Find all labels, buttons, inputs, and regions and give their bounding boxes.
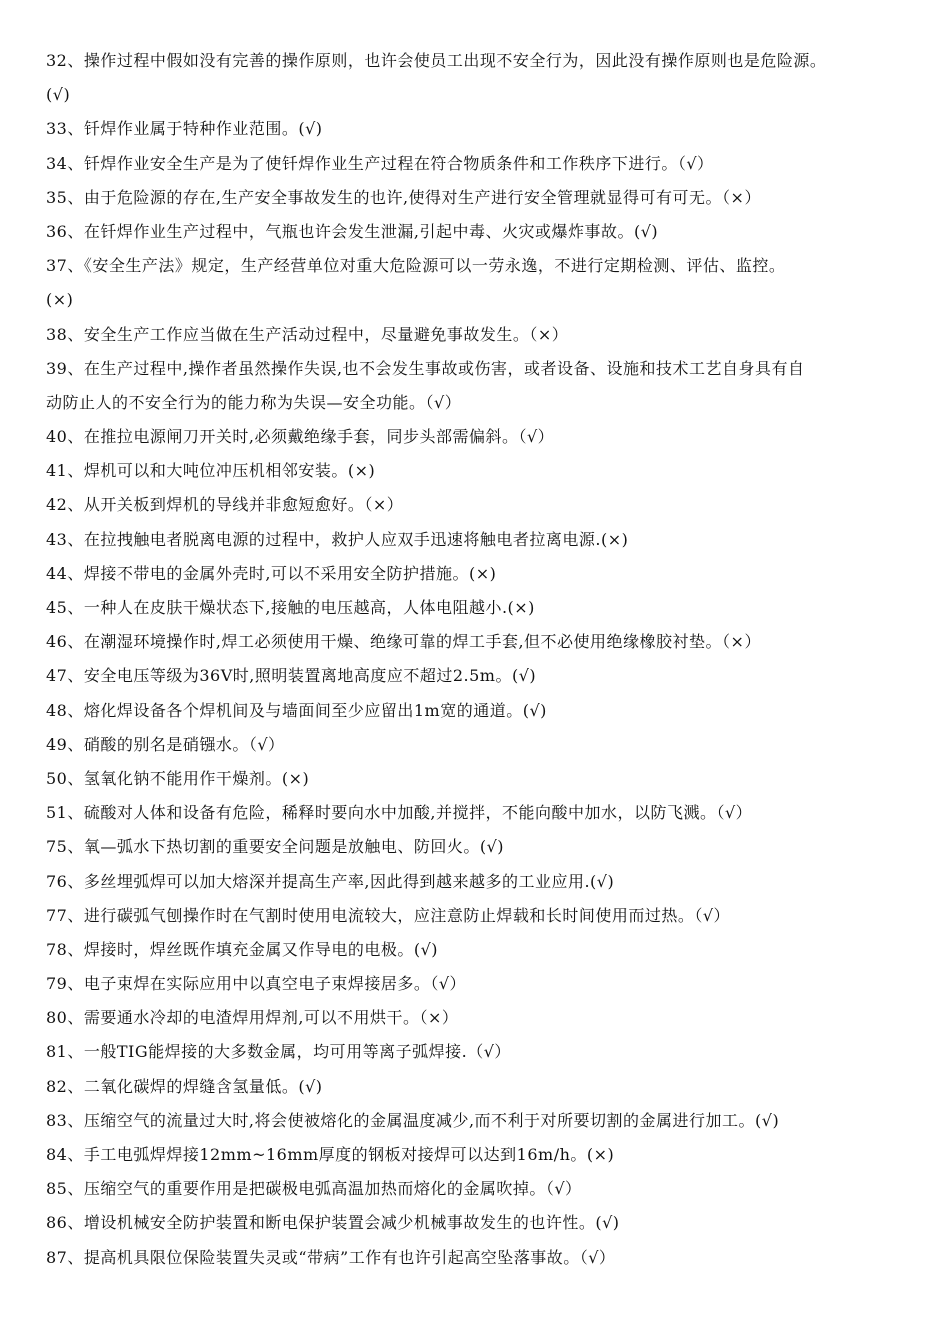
text-line: 86、增设机械安全防护装置和断电保护装置会减少机械事故发生的也许性。(√): [46, 1213, 620, 1233]
text-line: (×): [46, 290, 74, 310]
text-line: 44、焊接不带电的金属外壳时,可以不采用安全防护措施。(×): [46, 563, 497, 583]
text-line: 33、钎焊作业属于特种作业范围。(√): [46, 119, 323, 139]
text-line: 84、手工电弧焊焊接12mm~16mm厚度的钢板对接焊可以达到16m/h。(×): [46, 1145, 615, 1164]
text-line: 32、操作过程中假如没有完善的操作原则，也许会使员工出现不安全行为，因此没有操作原则也是危险源。: [46, 51, 827, 70]
text-line: 48、熔化焊设备各个焊机间及与墙面间至少应留出1m宽的通道。(√): [46, 700, 547, 720]
text-line: 39、在生产过程中,操作者虽然操作失误,也不会发生事故或伤害，或者设备、设施和技术工艺自身具有自: [46, 358, 805, 378]
text-line: 76、多丝埋弧焊可以加大熔深并提高生产率,因此得到越来越多的工业应用.(√): [46, 871, 615, 891]
text-line: 34、钎焊作业安全生产是为了使钎焊作业生产过程在符合物质条件和工作秩序下进行。（√）: [46, 153, 714, 173]
text-line: 49、硝酸的别名是硝镪水。（√）: [46, 734, 285, 754]
text-line: 87、提高机具限位保险装置失灵或“带病”工作有也许引起高空坠落事故。（√）: [46, 1247, 616, 1267]
text-line: 46、在潮湿环境操作时,焊工必须使用干燥、绝缘可靠的焊工手套,但不必使用绝缘橡胶衬垫。（×）: [46, 632, 761, 652]
text-line: 81、一般TIG能焊接的大多数金属，均可用等离子弧焊接.（√）: [46, 1042, 511, 1062]
text-line: 43、在拉拽触电者脱离电源的过程中，救护人应双手迅速将触电者拉离电源.(×): [46, 529, 629, 549]
text-line: (√): [46, 85, 71, 105]
text-line: 动防止人的不安全行为的能力称为失误—安全功能。（√）: [46, 392, 462, 412]
text-line: 51、硫酸对人体和设备有危险，稀释时要向水中加酸,并搅拌，不能向酸中加水，以防飞溅。（√）: [46, 803, 753, 823]
text-line: 37、《安全生产法》规定，生产经营单位对重大危险源可以一劳永逸，不进行定期检测、评估、监控。: [46, 256, 786, 276]
text-line: 80、需要通水冷却的电渣焊用焊剂,可以不用烘干。（×）: [46, 1008, 459, 1028]
text-line: 75、氧—弧水下热切割的重要安全问题是放触电、防回火。(√): [46, 837, 505, 857]
text-line: 78、焊接时，焊丝既作填充金属又作导电的电极。(√): [46, 939, 439, 959]
text-line: 47、安全电压等级为36V时,照明装置离地高度应不超过2.5m。(√): [46, 666, 537, 686]
text-line: 50、氢氧化钠不能用作干燥剂。(×): [46, 768, 310, 788]
text-line: 35、由于危险源的存在,生产安全事故发生的也许,使得对生产进行安全管理就显得可有可无。（×）: [46, 187, 761, 207]
text-line: 85、压缩空气的重要作用是把碳极电弧高温加热而熔化的金属吹掉。（√）: [46, 1179, 582, 1199]
question-list: [46, 44, 926, 1275]
text-line: 36、在钎焊作业生产过程中，气瓶也许会发生泄漏,引起中毒、火灾或爆炸事故。(√): [46, 221, 659, 241]
text-line: 38、安全生产工作应当做在生产活动过程中，尽量避免事故发生。（×）: [46, 324, 569, 344]
text-line: 45、一种人在皮肤干燥状态下,接触的电压越高，人体电阻越小.(×): [46, 598, 535, 617]
text-line: 40、在推拉电源闸刀开关时,必须戴绝缘手套，同步头部需偏斜。（√）: [46, 427, 555, 447]
text-line: 77、进行碳弧气刨操作时在气割时使用电流较大，应注意防止焊载和长时间使用而过热。（√）: [46, 905, 731, 925]
text-line: 83、压缩空气的流量过大时,将会使被熔化的金属温度减少,而不利于对所要切割的金属进行加工。(√): [46, 1110, 780, 1130]
text-line: 42、从开关板到焊机的导线并非愈短愈好。（×）: [46, 495, 404, 515]
text-line: 79、电子束焊在实际应用中以真空电子束焊接居多。（√）: [46, 974, 467, 994]
text-line: 41、焊机可以和大吨位冲压机相邻安装。(×): [46, 461, 376, 481]
text-line: 82、二氧化碳焊的焊缝含氢量低。(√): [46, 1076, 323, 1096]
